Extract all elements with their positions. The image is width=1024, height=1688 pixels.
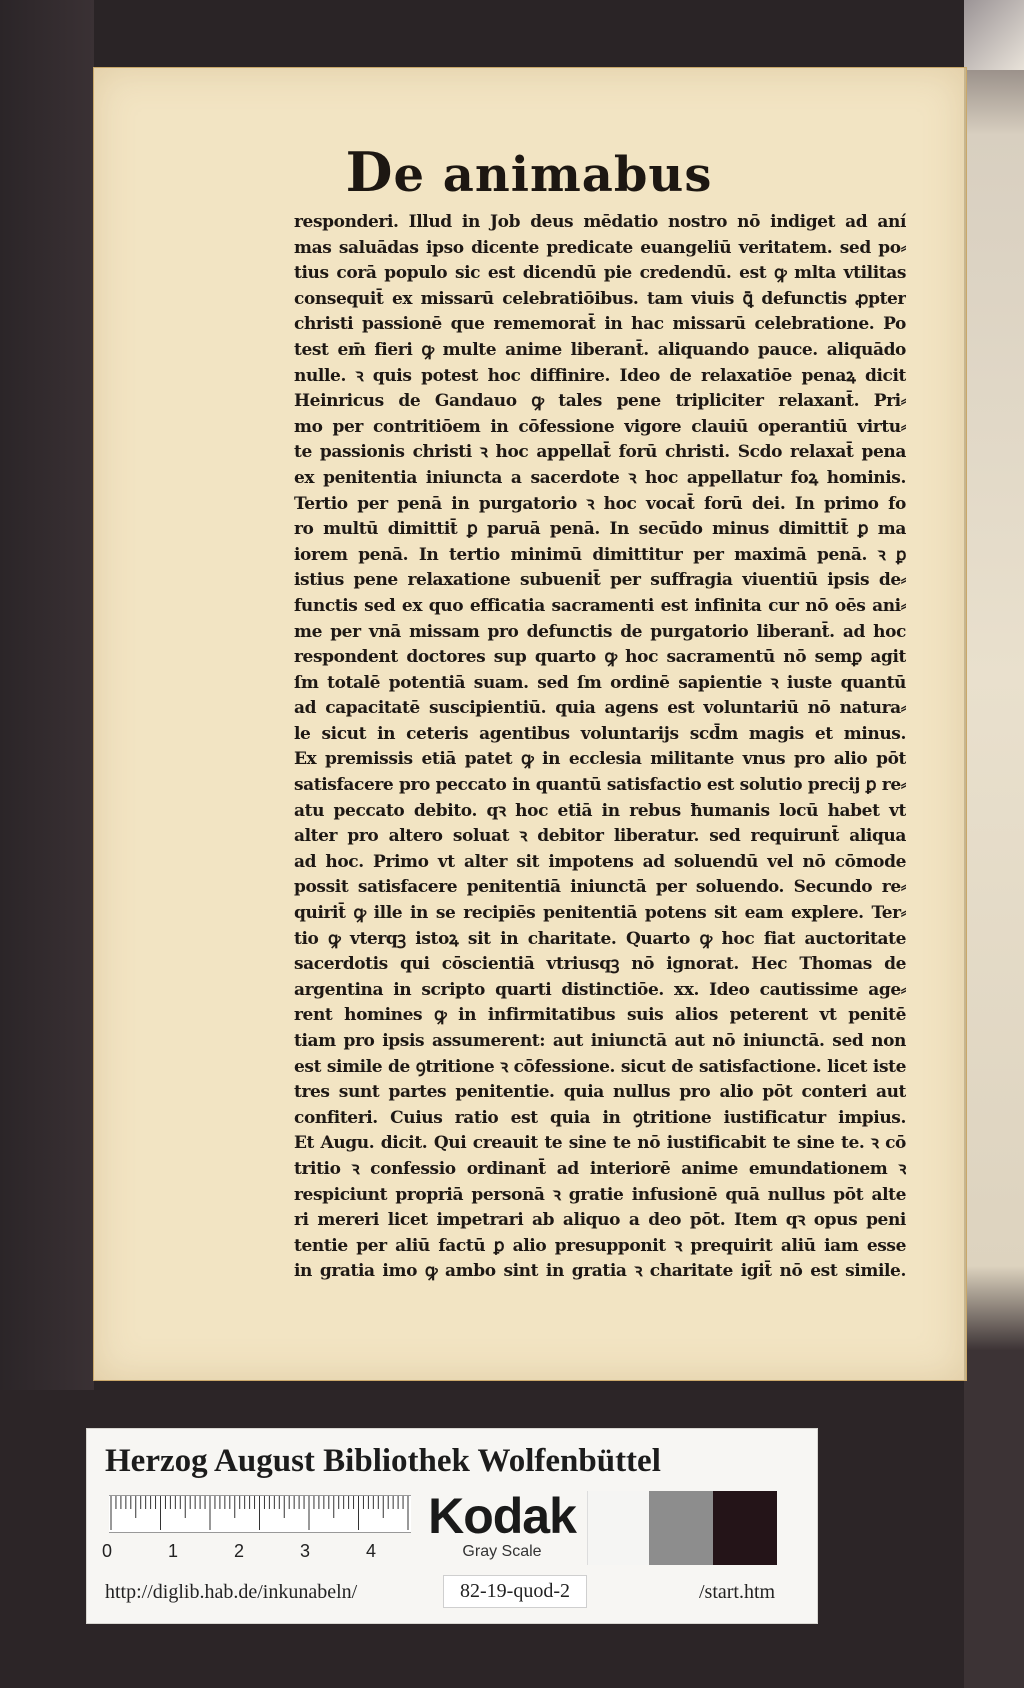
text-line: tentie per aliū factū ꝑ alio presupponit ꝛ prequirit aliū iam esse [294, 1235, 906, 1256]
white-swatch [587, 1491, 650, 1565]
url-suffix: /start.htm [699, 1581, 776, 1603]
text-line: ad capacitatē suscipientiū. quia agens est voluntariū nō natura⸗ [294, 698, 906, 719]
text-line: consequit̄ ex missarū celebratiōibus. tam viuis ꝗ̄ defunctis ꝓpter [294, 288, 906, 309]
text-line: Ex premissis etiā patet ꝙ in ecclesia militante vnus pro alio pōt [294, 749, 906, 770]
ruler-number-1: 1 [167, 1541, 178, 1561]
text-line: Tertio per penā in purgatorio ꝛ hoc vocat̄ forū dei. In primo fo [294, 493, 906, 514]
text-line: tiam pro ipsis assumerent: aut iniunctā aut nō iniunctā. sed non [294, 1031, 906, 1051]
text-line: te passionis christi ꝛ hoc appellat̄ forū christi. Scdo relaxat̄ pena [294, 442, 906, 463]
incunabulum-page [94, 68, 966, 1380]
text-line: mo per contritiōem in cōfessione vigore clauiū operantiū virtu⸗ [294, 416, 906, 437]
black-swatch [713, 1491, 777, 1565]
text-line: respiciunt propriā personā ꝛ gratie infusionē quā nullus pōt alte [294, 1184, 906, 1205]
text-line: sacerdotis qui cōscientiā vtriusqꝫ nō ignorat. Hec Thomas de [294, 954, 906, 975]
text-line: est simile de ꝯtritione ꝛ cōfessione. sicut de satisfactione. licet iste [294, 1056, 906, 1077]
ruler-ticks [109, 1496, 411, 1532]
library-name: Herzog August Bibliothek Wolfenbüttel [105, 1443, 661, 1479]
color-target-card [86, 1428, 818, 1624]
text-line: tres sunt partes penitentie. quia nullus pro alio pōt conteri aut [294, 1082, 906, 1103]
gray-swatch [649, 1491, 713, 1565]
text-line: Heinricus de Gandauo ꝙ tales pene tripliciter relaxant̄. Pri⸗ [294, 391, 906, 412]
text-line: tritio ꝛ confessio ordinant̄ ad interiorē anime emundationem ꝛ [294, 1158, 906, 1179]
text-line: argentina in scripto quarti distinctiōe. xx. Ideo cautissime age⸗ [294, 979, 906, 1000]
text-line: ſm totalē potentiā suam. sed ſm ordinē sapientie ꝛ iuste quantū [294, 672, 906, 693]
measurement-ruler [109, 1495, 411, 1533]
text-line: ad hoc. Primo vt alter sit impotens ad soluendū vel nō cōmode [294, 851, 906, 872]
text-line: quirit̄ ꝙ ille in se recipiēs penitentiā potens sit eam explere. Ter⸗ [294, 903, 906, 924]
kodak-logo: Kodak [428, 1488, 576, 1544]
text-line: nulle. ꝛ quis potest hoc diffinire. Ideo de relaxatiōe penaꝝ dicit [294, 365, 906, 386]
text-line: christi passionē que rememorat̄ in hac missarū celebratione. Po [294, 314, 906, 335]
heading-rest: e animabus [393, 147, 713, 203]
text-line: atu peccato debito. qꝛ hoc etiā in rebus ħumanis locū habet vt [294, 800, 906, 821]
text-line: confiteri. Cuius ratio est quia in ꝯtritione iustificatur impius. [294, 1107, 906, 1128]
ruler-number-4: 4 [365, 1541, 376, 1561]
text-line: tio ꝙ vterqꝫ istoꝝ sit in charitate. Quarto ꝙ hoc fiat auctoritate [294, 928, 906, 949]
text-line: respondent doctores sup quarto ꝙ hoc sacramentū nō semꝑ agit [294, 647, 906, 668]
text-line: alter pro altero soluat ꝛ debitor liberatur. sed requirunt̄ aliqua [294, 826, 906, 847]
gray-scale-label: Gray Scale [462, 1543, 542, 1560]
text-line: istius pene relaxatione subuenit̄ per suffragia viuentiū ipsis de⸗ [294, 570, 906, 591]
ruler-number-2: 2 [233, 1541, 244, 1561]
text-line: ri mereri licet impetrari ab aliquo a deo pōt. Item qꝛ opus peni [294, 1210, 906, 1231]
text-line: functis sed ex quo efficatia sacramenti est infinita cur nō oēs ani⸗ [294, 595, 906, 616]
page-heading [94, 140, 964, 210]
text-line: me per vnā missam pro defunctis de purgatorio liberant̄. ad hoc [294, 621, 906, 642]
text-line: responderi. Illud in Job deus mēdatio nostro nō indiget ad aní [294, 212, 906, 232]
text-line: test em̄ fieri ꝙ multe anime liberant̄. aliquando pauce. aliquādo [294, 339, 906, 360]
ruler-number-0: 0 [101, 1541, 112, 1561]
heading-initial: D [345, 140, 394, 204]
text-line: Et Augu. dicit. Qui creauit te sine te nō iustificabit te sine te. ꝛ cō [294, 1133, 906, 1154]
text-line: ro multū dimittit̄ ꝑ paruā penā. In secūdo minus dimittit̄ ꝑ ma [294, 519, 906, 540]
text-line: possit satisfacere penitentiā iniunctā per soluendo. Secundo re⸗ [294, 877, 906, 898]
text-line: satisfacere pro peccato in quantū satisfactio est solutio precij ꝑ re⸗ [294, 775, 906, 796]
text-line: ex penitentia iniuncta a sacerdote ꝛ hoc appellatur foꝝ hominis. [294, 467, 906, 488]
url-shelfmark: 82-19-quod-2 [443, 1575, 587, 1608]
ruler-number-3: 3 [299, 1541, 310, 1561]
text-line: rent homines ꝙ in infirmitatibus suis alios peterent vt penitē [294, 1005, 906, 1026]
text-line: tius corā populo sic est dicendū pie credendū. est ꝙ mlta vtilitas [294, 263, 906, 284]
text-block [294, 210, 906, 1285]
page-fold-corner [964, 0, 1024, 70]
text-line: in gratia imo ꝙ ambo sint in gratia ꝛ charitate igit̄ nō est simile. [294, 1261, 906, 1282]
text-line: le sicut in ceteris agentibus voluntarijs scd̄m magis et minus. [294, 723, 906, 744]
text-line: mas saluādas ipso dicente predicate euangeliū veritatem. sed po⸗ [294, 237, 906, 258]
adjacent-page-edge [964, 0, 1024, 1688]
url-prefix: http://diglib.hab.de/inkunabeln/ [105, 1581, 358, 1603]
text-line: iorem penā. In tertio minimū dimittitur per maximā penā. ꝛ ꝑ [294, 544, 906, 565]
